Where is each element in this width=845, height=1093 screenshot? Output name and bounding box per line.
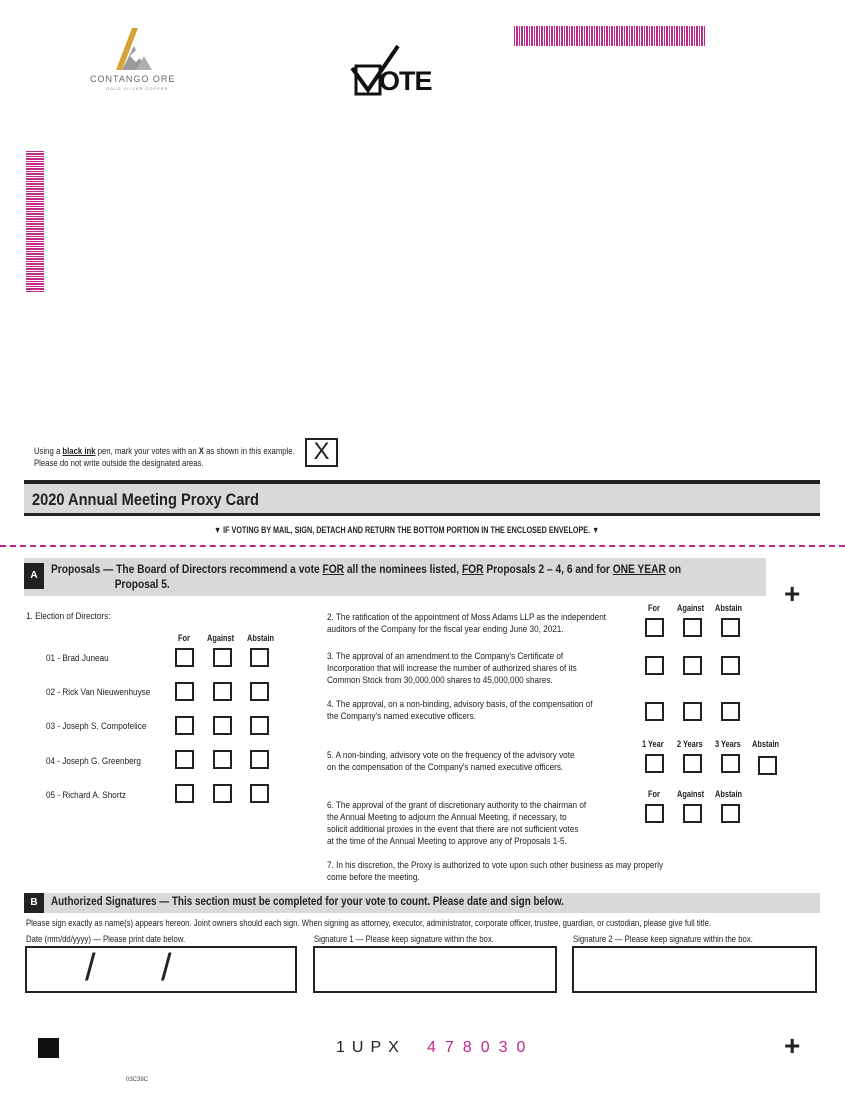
nominee-1-for-checkbox[interactable] <box>175 648 194 667</box>
logo-tagline: GOLD SILVER COPPER <box>106 86 169 91</box>
footer-code: 1UPX <box>336 1039 406 1056</box>
date-separator: / <box>161 947 172 989</box>
nominee-2-for-checkbox[interactable] <box>175 682 194 701</box>
nominee-label: 03 - Joseph S. Compofelice <box>46 721 147 732</box>
p5-header-abstain: Abstain <box>752 739 780 749</box>
date-label: Date (mm/dd/yyyy) — Please print date below. <box>26 934 186 944</box>
proposal-5-text: 5. A non-binding, advisory vote on the frequency of the advisory vote on the compensation of the Company's named executive officers. <box>327 750 575 773</box>
vote-logo <box>350 42 440 98</box>
top-barcode <box>514 26 706 46</box>
proposal-3-abstain-checkbox[interactable] <box>721 656 740 675</box>
logo-mark-icon <box>86 26 176 76</box>
proposal-5-3-years-checkbox[interactable] <box>721 754 740 773</box>
logo-name: CONTANGO ORE <box>90 74 176 84</box>
nominee-label: 05 - Richard A. Shortz <box>46 790 126 801</box>
proposal-header-abstain: Abstain <box>715 603 743 613</box>
section-a-title: Proposals — The Board of Directors recommend a vote FOR all the nominees listed, FOR Proposals 2 – 4, 6 and for ONE YEAR on Proposal 5. <box>51 562 682 591</box>
nominee-2-against-checkbox[interactable] <box>213 682 232 701</box>
proposal-3-text: 3. The approval of an amendment to the Company's Certificate of Incorporation that will increase the number of authorized shares of its Common Stock from 30,000,000 shares to 45,000,000 shares. <box>327 651 577 686</box>
card-title: 2020 Annual Meeting Proxy Card <box>32 490 259 509</box>
nominee-1-against-checkbox[interactable] <box>213 648 232 667</box>
section-a-title-line2: Proposal 5. <box>114 577 170 591</box>
signature-1-label: Signature 1 — Please keep signature within the box. <box>314 934 494 944</box>
election-header-for: For <box>178 633 190 643</box>
p5-header-3-years: 3 Years <box>715 739 741 749</box>
instructions: Using a black ink pen, mark your votes with an X as shown in this example. Please do not write outside the designated areas. <box>34 446 295 468</box>
proposal-4-for-checkbox[interactable] <box>645 702 664 721</box>
registration-square <box>38 1038 59 1058</box>
signature-2-label: Signature 2 — Please keep signature within the box. <box>573 934 753 944</box>
nominee-3-for-checkbox[interactable] <box>175 716 194 735</box>
example-mark-box <box>305 438 338 467</box>
nominee-label: 01 - Brad Juneau <box>46 653 109 664</box>
contango-logo <box>86 26 176 96</box>
proposal-6-text: 6. The approval of the grant of discretionary authority to the chairman of the Annual Meeting to adjourn the Annual Meeting, if necessary, to solicit additional proxies in the event that there are not sufficient votes at the time of the Annual Meeting to approve any of Proposals 1-5. <box>327 800 587 847</box>
proposal-header-for: For <box>648 603 660 613</box>
p5-header-2-years: 2 Years <box>677 739 703 749</box>
instructions-line2: Please do not write outside the designated areas. <box>34 458 204 468</box>
proposal-6-abstain-checkbox[interactable] <box>721 804 740 823</box>
signature-1-field[interactable] <box>313 946 557 993</box>
proposal-3-against-checkbox[interactable] <box>683 656 702 675</box>
nominee-4-for-checkbox[interactable] <box>175 750 194 769</box>
proposal-3-for-checkbox[interactable] <box>645 656 664 675</box>
vote-logo-text: OTE <box>379 66 432 96</box>
p6-header-for: For <box>648 789 660 799</box>
section-a-letter: A <box>24 563 44 589</box>
detach-line <box>0 545 845 547</box>
footer-number: 478030 <box>427 1039 535 1056</box>
section-b-note: Please sign exactly as name(s) appears hereon. Joint owners should each sign. When signing as attorney, executor, administrator, corporate officer, trustee, guardian, or custodian, please give full title. <box>26 918 712 928</box>
nominee-5-against-checkbox[interactable] <box>213 784 232 803</box>
proposal-2-abstain-checkbox[interactable] <box>721 618 740 637</box>
nominee-5-for-checkbox[interactable] <box>175 784 194 803</box>
p5-header-1-year: 1 Year <box>642 739 664 749</box>
proposal-4-text: 4. The approval, on a non-binding, advisory basis, of the compensation of the Company's named executive officers. <box>327 699 593 722</box>
title-bar <box>24 480 820 516</box>
nominee-5-abstain-checkbox[interactable] <box>250 784 269 803</box>
proposal-5-2-years-checkbox[interactable] <box>683 754 702 773</box>
p6-header-abstain: Abstain <box>715 789 743 799</box>
footer-small-code: 03C39C <box>126 1077 149 1083</box>
proposal-2-for-checkbox[interactable] <box>645 618 664 637</box>
proposal-5-abstain-checkbox[interactable] <box>758 756 777 775</box>
date-separator: / <box>85 947 96 989</box>
example-x-icon: X <box>313 438 330 465</box>
proposal-6-against-checkbox[interactable] <box>683 804 702 823</box>
nominee-1-abstain-checkbox[interactable] <box>250 648 269 667</box>
registration-plus-top: + <box>784 578 801 609</box>
nominee-2-abstain-checkbox[interactable] <box>250 682 269 701</box>
nominee-3-abstain-checkbox[interactable] <box>250 716 269 735</box>
proposal-header-against: Against <box>677 603 705 613</box>
nominee-3-against-checkbox[interactable] <box>213 716 232 735</box>
proposal-7-text: 7. In his discretion, the Proxy is authorized to vote upon such other business as may properly come before the meeting. <box>327 860 664 883</box>
election-header-against: Against <box>207 633 235 643</box>
registration-plus-bottom: + <box>784 1030 801 1061</box>
section-b-letter: B <box>24 893 44 913</box>
nominee-4-against-checkbox[interactable] <box>213 750 232 769</box>
nominee-label: 04 - Joseph G. Greenberg <box>46 756 141 767</box>
side-barcode <box>26 151 44 292</box>
election-title: 1. Election of Directors: <box>26 611 111 622</box>
proposal-5-1-year-checkbox[interactable] <box>645 754 664 773</box>
proposal-6-for-checkbox[interactable] <box>645 804 664 823</box>
nominee-4-abstain-checkbox[interactable] <box>250 750 269 769</box>
election-header-abstain: Abstain <box>247 633 275 643</box>
proposal-4-against-checkbox[interactable] <box>683 702 702 721</box>
p6-header-against: Against <box>677 789 705 799</box>
proposal-2-against-checkbox[interactable] <box>683 618 702 637</box>
section-b-title: Authorized Signatures — This section must be completed for your vote to count. Please date and sign below. <box>51 896 564 908</box>
date-field[interactable] <box>25 946 297 993</box>
nominee-label: 02 - Rick Van Nieuwenhuyse <box>46 687 151 698</box>
proposal-4-abstain-checkbox[interactable] <box>721 702 740 721</box>
mail-notice: ▼ IF VOTING BY MAIL, SIGN, DETACH AND RETURN THE BOTTOM PORTION IN THE ENCLOSED ENVELOPE. ▼ <box>214 525 600 535</box>
proposal-2-text: 2. The ratification of the appointment of Moss Adams LLP as the independent auditors of the Company for the fiscal year ending June 30, 2021. <box>327 612 607 635</box>
signature-2-field[interactable] <box>572 946 817 993</box>
